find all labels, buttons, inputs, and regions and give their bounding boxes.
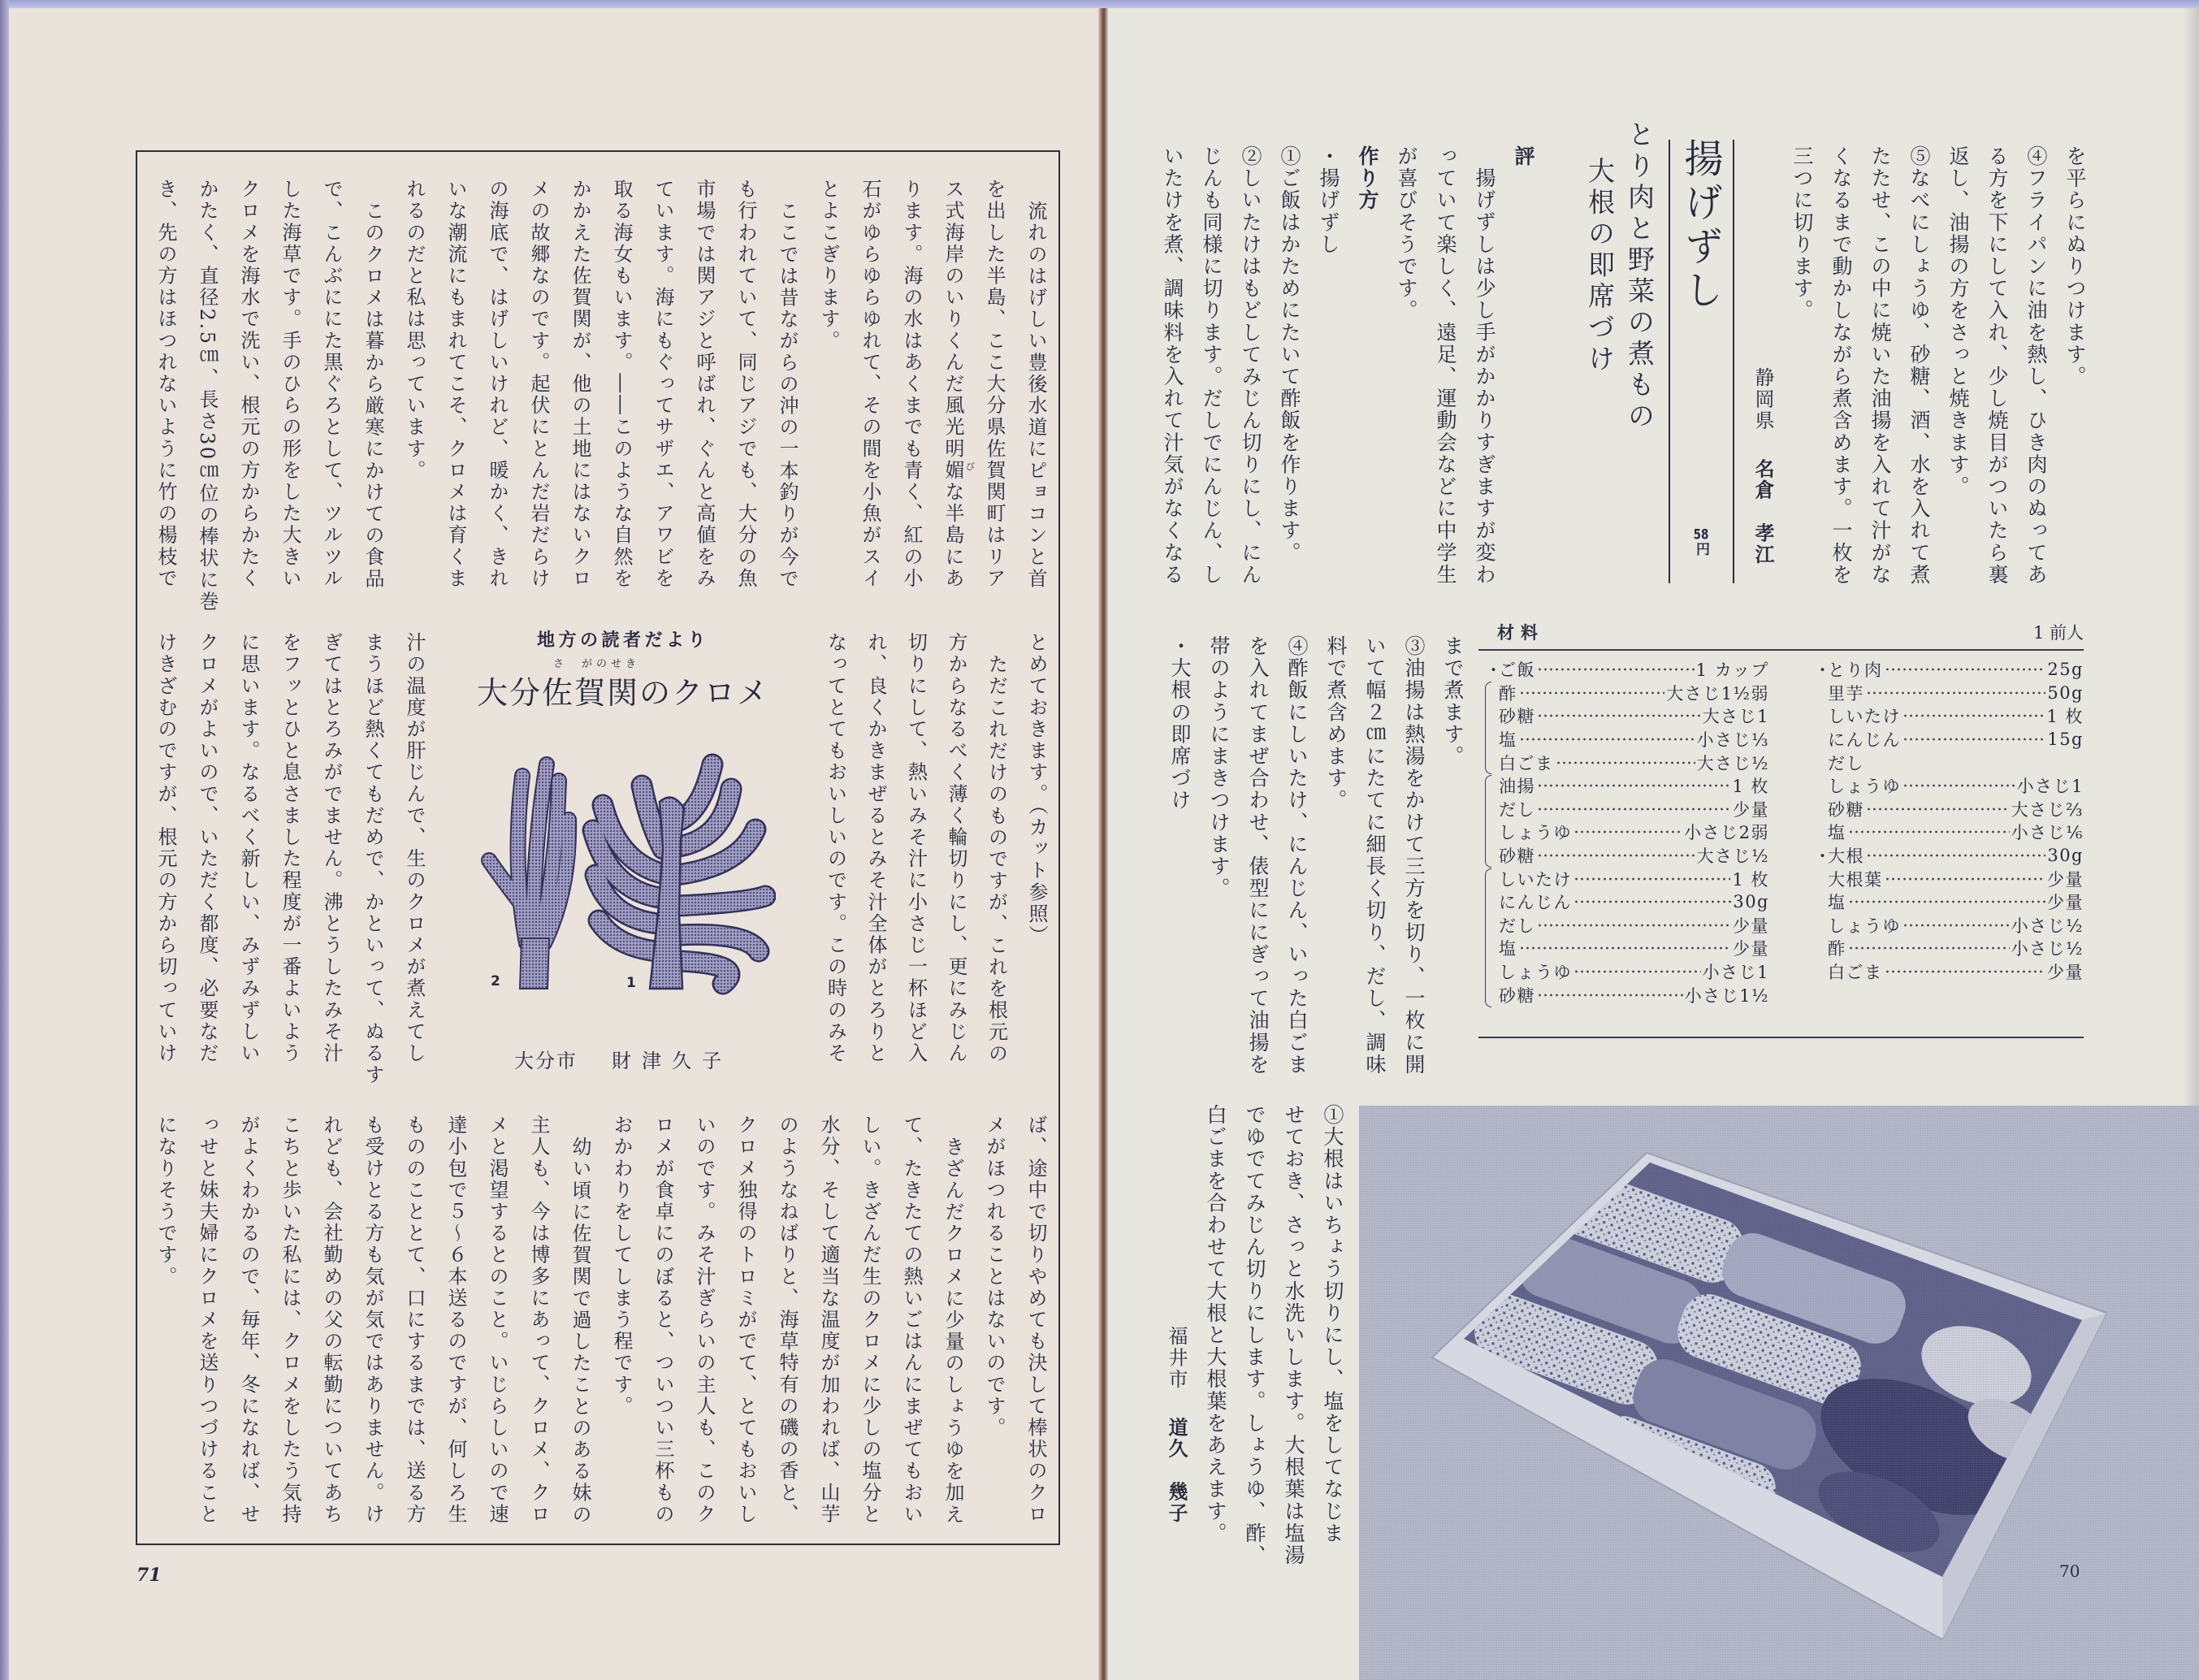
ingredient-row	[1485, 751, 1769, 774]
ingredient-row	[1485, 728, 1769, 751]
article-line: かたく、直径2.5㎝、長さ30㎝位の棒状に巻	[196, 179, 219, 613]
article-line: とめておきます。（カット参照）	[1025, 632, 1048, 946]
dot-leader	[1556, 760, 1695, 765]
article-line: 流れのはげしい豊後水道にピョコンと首	[1024, 200, 1047, 590]
article-line: ば、途中で切りやめても決して棒状のクロ	[1024, 1115, 1047, 1526]
ingredient-name: 塩	[1828, 823, 1846, 843]
ingredient-row	[1814, 658, 2084, 682]
dot-leader	[1902, 713, 2045, 718]
dot-leader	[1537, 667, 1695, 672]
dot-leader	[1885, 667, 2046, 672]
ingredient-amount: 30g	[1733, 892, 1769, 912]
recipe-line: 白ごまを合わせて大根と大根葉をあえます。	[1204, 1104, 1227, 1544]
ingredient-amount: 小さじ2弱	[1684, 823, 1769, 843]
ingredient-name: しいたけ	[1828, 707, 1901, 727]
review-heading: 評	[1512, 145, 1535, 168]
ingredient-row	[1485, 798, 1769, 821]
recipe-line: 揚げずしは少し手がかかりすぎますが変わ	[1473, 167, 1496, 586]
recipe-line: ①大根はいちょう切りにし、塩をしてなじま	[1321, 1104, 1344, 1544]
ingredient-name: だし	[1828, 753, 1864, 773]
article-line: れども、会社勤めの父の転勤についてあち	[320, 1115, 343, 1526]
ingredient-amount: 30g	[2047, 846, 2084, 866]
ingredient-amount: 1 枚	[2046, 707, 2084, 727]
recipe-subtitle-2: 大根の即席づけ	[1584, 157, 1616, 376]
seaweed-frond-icon	[593, 764, 765, 989]
article-line: ス式海岸のいりくんだ風光明媚な半島にあ	[942, 179, 964, 590]
ingredient-amount: 大さじ½	[1696, 846, 1769, 867]
article-line: ています。海にもぐってサザエ、アワビを	[651, 179, 674, 590]
ingredient-amount: 1 カップ	[1695, 660, 1769, 681]
ingredient-amount: 50g	[2047, 682, 2084, 703]
recipe-line: でゆでてみじん切りにします。しょうゆ、酢、	[1243, 1104, 1266, 1567]
recipe-line: たたせ、この中に焼いた油揚を入れて汁がな	[1868, 145, 1892, 586]
ingredient-row	[1485, 937, 1769, 960]
ingredient-amount: 小さじ1	[2016, 777, 2084, 797]
ingredient-name: 塩	[1828, 893, 1846, 913]
article-line: も行われていて、同じアジでも、大分の魚	[734, 179, 757, 590]
dot-leader	[1848, 899, 2046, 904]
article-title: 大分佐賀関のクロメ	[477, 675, 770, 711]
table-rule-top	[1478, 649, 2084, 651]
article-line: て、たきたての熱いごはんにまぜてもおい	[900, 1115, 923, 1526]
article-line: クロメ独得のトロミがでて、とてもおいし	[734, 1115, 757, 1526]
ingredient-name: しょうゆ	[1499, 823, 1572, 843]
ingredient-row	[1485, 658, 1769, 682]
ingredient-row	[1485, 960, 1769, 984]
method-heading: 作り方	[1356, 145, 1379, 212]
ingredient-name: 砂糖	[1499, 985, 1535, 1006]
article-line: 汁の温度が肝じんで、生のクロメが煮えてし	[403, 632, 426, 1064]
recipe-line: いて幅２㎝にたてに細長く切り、だし、調味	[1363, 635, 1387, 1076]
ingredient-name: 酢	[1828, 939, 1846, 959]
title-rule-right	[1733, 140, 1734, 583]
article-line: しい。きざんだ生のクロメに少しの塩分と	[859, 1115, 881, 1526]
dot-leader	[1519, 691, 1665, 695]
recipe-line: 料で煮含めます。	[1324, 635, 1348, 812]
review-and-method	[1153, 145, 1543, 600]
dot-leader	[1537, 807, 1731, 812]
recipe-line: いたけを煮、調味料を入れて汁気がなくなる	[1161, 145, 1184, 586]
ingredient-row	[1814, 704, 2084, 728]
price-amount: 58	[1693, 528, 1709, 542]
article-line: をフッとひと息さました程度が一番よいよう	[279, 632, 301, 1064]
dot-leader	[1537, 783, 1730, 788]
article-line: 主人も、今は博多にあって、クロメ、クロ	[527, 1115, 550, 1526]
article-line: ただこれだけのものですが、これを根元の	[985, 653, 1008, 1064]
ingredient-row	[1814, 914, 2084, 937]
article-line: かかえた佐賀関が、他の土地にはないクロ	[569, 179, 591, 590]
recipe-line: ④フライパンに油を熱し、ひき肉のぬってあ	[2024, 145, 2048, 586]
article-line: おかわりをしてしまう程です。	[610, 1115, 633, 1418]
figure-label-2: 2	[491, 973, 500, 989]
article-line: メがほつれることはないのです。	[983, 1115, 1006, 1439]
ingredient-row	[1814, 774, 2084, 798]
dot-leader	[1573, 899, 1731, 904]
article-line: こちと歩いた私には、クロメをしたう気持	[279, 1115, 301, 1526]
article-line: れ、良くかきまぜるとみそ汁全体がとろりと	[864, 632, 887, 1064]
previous-recipe-steps	[1782, 145, 2094, 600]
page-number-right: 70	[2059, 1561, 2080, 1581]
article-text-middle-left	[145, 632, 435, 1086]
ingredient-amount: 小さじ1½	[1684, 985, 1769, 1006]
byline-name: 財津久子	[612, 1050, 732, 1072]
recipe-line: 返し、油揚の方をさっと焼きます。	[1946, 145, 1970, 498]
article-line: メの故郷なのです。起伏にとんだ岩だらけ	[527, 179, 550, 590]
article-line: けきざむのですが、根元の方から切っていけ	[154, 632, 177, 1064]
ruby-annotation: び	[966, 461, 975, 472]
ingredient-row	[1814, 960, 2084, 984]
title-rule-left	[1669, 140, 1670, 583]
author-prefecture: 静岡県	[1751, 367, 1774, 432]
article-line: れるのだと私は思っています。	[403, 179, 426, 482]
article-line: を出した半島、ここ大分県佐賀関町はリア	[983, 179, 1006, 590]
ingredient-amount: 少量	[2047, 869, 2084, 890]
ingredient-row	[1485, 890, 1769, 914]
ingredient-name: にんじん	[1499, 893, 1572, 913]
price-unit: 円	[1693, 542, 1709, 556]
article-line: まうほど熱くてもだめで、かといって、ぬるす	[361, 632, 384, 1086]
ingredient-name: 大根	[1828, 846, 1864, 867]
ingredient-row	[1485, 844, 1769, 868]
dot-leader	[1866, 760, 2082, 765]
recipe-line: ①ご飯はかためにたいて酢飯を作ります。	[1278, 145, 1301, 564]
ingredient-name: 大根葉	[1828, 869, 1883, 890]
ingredient-amount: 小さじ⅙	[2011, 823, 2084, 843]
article-line: 取る海女もいます。――このような自然を	[610, 179, 633, 590]
ingredient-row	[1814, 844, 2084, 868]
article-line: き、先の方はほつれないように竹の楊枝で	[154, 179, 177, 590]
article-line: 幼い頃に佐賀関で過したことのある妹の	[569, 1136, 591, 1526]
recipe-line: ⑤なべにしょうゆ、砂糖、酒、水を入れて煮	[1907, 145, 1931, 586]
article-line: の海底で、はげしいけれど、暖かく、きれ	[486, 179, 509, 590]
ingredient-name: ご飯	[1499, 660, 1535, 681]
ingredient-amount: 小さじ½	[2011, 939, 2084, 959]
servings-label: 1 前人	[2032, 623, 2084, 643]
article-line: に思います。なるべく新しい、みずみずしい	[237, 632, 260, 1064]
ingredient-name: 砂糖	[1828, 799, 1864, 820]
article-line: 達小包で５〜６本送るのですが、何しろ生	[444, 1115, 467, 1526]
ingredient-row	[1485, 704, 1769, 728]
right-page	[1106, 0, 2199, 1680]
ingredient-name: にんじん	[1828, 730, 1901, 751]
ingredient-amount: 15g	[2047, 730, 2084, 750]
article-line: で、こんぶににた黒ぐろとして、ツルツル	[320, 179, 343, 590]
bullet: ・	[1814, 660, 1831, 681]
recipe-line: を入れてまぜ合わせ、俵型ににぎって油揚を	[1246, 635, 1270, 1076]
dot-leader	[1537, 713, 1701, 718]
method-continued	[1160, 635, 1472, 1090]
kurome-seaweed-illustration	[479, 751, 776, 999]
ingredient-row	[1814, 682, 2084, 705]
ingredient-name: 里芋	[1828, 683, 1864, 704]
article-text-top	[145, 179, 1056, 613]
dot-leader	[1537, 853, 1695, 858]
dot-leader	[1848, 946, 2010, 950]
ingredient-amount: 小さじ1	[1702, 963, 1769, 983]
article-line: 切りにして、熱いみそ汁に小さじ一杯ほど入	[904, 632, 928, 1064]
ingredient-row	[1814, 798, 2084, 821]
recipe-subtitle-1: とり肉と野菜の煮もの	[1624, 120, 1656, 433]
ingredient-amount: 小さじ⅓	[1696, 730, 1769, 751]
ingredient-row	[1814, 867, 2084, 890]
ingredient-name: 油揚	[1499, 777, 1535, 797]
recipe-line: じんも同様に切ります。だしでにんじん、し	[1200, 145, 1223, 586]
ingredient-amount: 少量	[2047, 963, 2084, 983]
ingredient-name: 砂糖	[1499, 846, 1535, 867]
recipe-line: っていて楽しく、遠足、運動会などに中学生	[1434, 145, 1457, 586]
article-line: このクロメは暮から厳寒にかけての食品	[361, 200, 384, 590]
ingredient-amount: 小さじ½	[2011, 916, 2084, 936]
article-line: がよくわかるので、毎年、冬になれば、せ	[237, 1115, 260, 1526]
bullet: ・	[1485, 660, 1502, 681]
dot-leader	[1848, 829, 2010, 834]
ingredient-name: しいたけ	[1499, 869, 1572, 890]
ingredient-amount: 25g	[2047, 660, 2084, 680]
recipe-price	[1691, 528, 1711, 556]
ingredients-column-right	[1814, 658, 2084, 983]
article-line: 水分、そして適当な温度が加われば、山芋	[817, 1115, 840, 1526]
ingredient-row	[1814, 751, 2084, 774]
ingredient-row	[1485, 983, 1769, 1007]
ingredient-name: しょうゆ	[1499, 963, 1572, 983]
ingredient-amount: 1 枚	[1732, 869, 1769, 890]
article-line: 石がゆらゆらゆれて、その間を小魚がスイ	[859, 179, 881, 590]
recipe-line: が喜びそうです。	[1395, 145, 1418, 322]
ingredient-name: 白ごま	[1499, 753, 1554, 773]
dot-leader	[1902, 737, 2045, 742]
article-line: した海草です。手のひらの形をした大きい	[279, 179, 301, 590]
recipe-line: ③油揚は熱湯をかけて三方を切り、一枚に開	[1402, 635, 1426, 1076]
recipe-author	[1751, 367, 1775, 565]
article-line: なってとてもおいしいのです。この時のみそ	[824, 632, 847, 1064]
ingredient-name: しょうゆ	[1828, 777, 1901, 797]
second-author-city: 福井市	[1165, 1326, 1188, 1391]
article-byline	[514, 1045, 732, 1073]
book-gutter	[1098, 6, 1108, 1680]
ingredients-table	[1478, 617, 2084, 1040]
figure-label-1: 1	[626, 975, 636, 991]
ingredient-row	[1485, 682, 1769, 705]
page-edge-shadow	[2183, 0, 2199, 1106]
bento-box-photo	[1359, 1106, 2199, 1680]
bullet: ・	[1814, 846, 1831, 867]
article-line: っせと妹夫婦にクロメを送りつづけること	[196, 1115, 219, 1526]
ingredient-row	[1814, 890, 2084, 914]
recipe-line: せておき、さっと水洗いします。大根葉は塩湯	[1282, 1104, 1305, 1567]
article-line: クロメがよいので、いただく都度、必要なだ	[196, 632, 219, 1064]
dot-leader	[1573, 829, 1682, 834]
ingredient-amount: 大さじ½	[1696, 753, 1769, 773]
recipe-line: ・大根の即席づけ	[1168, 635, 1192, 812]
dot-leader	[1866, 691, 2045, 695]
article-text-middle-right	[815, 632, 1056, 1071]
ingredient-name: 塩	[1499, 939, 1517, 959]
ingredients-column-left	[1485, 658, 1769, 1007]
scan-edge-left	[0, 0, 9, 1680]
recipe-line: る方を下にして入れ、少し焼目がついたら裏	[1985, 145, 2009, 586]
recipe-line: まで煮ます。	[1441, 635, 1465, 768]
ingredient-amount: 1 枚	[1732, 777, 1769, 797]
dot-leader	[1885, 877, 2046, 881]
dot-leader	[1885, 969, 2046, 974]
ingredient-name: だし	[1499, 916, 1535, 936]
ingredient-amount: 大さじ⅔	[2011, 799, 2084, 820]
article-line: クロメを海水で洗い、根元の方からかたく	[237, 179, 260, 590]
article-line: メと渇望するとのこと。いじらしいので速	[486, 1115, 509, 1526]
table-rule-bottom	[1478, 1037, 2084, 1038]
ingredient-name: 砂糖	[1499, 707, 1535, 727]
second-author-name: 道久 幾子	[1165, 1417, 1188, 1525]
ingredients-header: 材料	[1497, 623, 1544, 643]
ingredient-name: 酢	[1499, 683, 1517, 704]
daikon-method	[1196, 1104, 1352, 1575]
ingredient-name: だし	[1499, 799, 1535, 820]
recipe-line: を平らにぬりつけます。	[2063, 145, 2087, 388]
ingredient-row	[1814, 937, 2084, 960]
scan-edge-top	[0, 0, 2199, 8]
dot-leader	[1537, 993, 1683, 998]
article-line: いな潮流にもまれてこそ、クロメは育くま	[444, 179, 467, 590]
ingredient-amount: 少量	[1733, 916, 1769, 936]
byline-city: 大分市	[514, 1050, 578, 1072]
article-line: ロメが食卓にのぼると、ついつい三杯もの	[651, 1115, 674, 1526]
ingredient-name: 白ごま	[1828, 963, 1883, 983]
article-line: も受けとる方も気が気ではありません。け	[361, 1115, 384, 1526]
article-line: ります。海の水はあくまでも青く、紅の小	[900, 179, 923, 590]
dot-leader	[1866, 853, 2045, 858]
dot-leader	[1519, 737, 1695, 742]
title-ruby-ganoseki: がのせき	[582, 658, 641, 670]
dot-leader	[1902, 783, 2015, 788]
ingredient-name: 塩	[1499, 730, 1517, 751]
recipe-line: 帯のようにまきつけます。	[1207, 635, 1231, 900]
ingredient-amount: 大さじ1	[1702, 707, 1769, 727]
dot-leader	[1902, 923, 2010, 928]
article-line: もののこととて、口にするまでは、送る方	[403, 1115, 426, 1526]
dot-leader	[1573, 877, 1730, 881]
dot-leader	[1537, 923, 1731, 928]
author-name: 名倉 孝江	[1751, 458, 1775, 566]
title-ruby-sa: さ	[553, 658, 565, 670]
ingredient-amount: 大さじ1½弱	[1666, 683, 1769, 704]
article-line: 市場では関アジと呼ばれ、ぐんと高値をみ	[693, 179, 716, 590]
recipe-line: 三つに切ります。	[1790, 145, 1814, 322]
article-line: とよこぎります。	[817, 179, 840, 352]
ingredient-amount: 少量	[2047, 893, 2084, 913]
recipe-line: ・揚げずし	[1317, 145, 1340, 256]
recipe-title: 揚げずし	[1677, 138, 1723, 314]
section-kicker: 地方の読者だより	[536, 630, 709, 651]
ingredient-row	[1485, 914, 1769, 937]
ingredient-amount: 少量	[1733, 799, 1769, 820]
ingredient-row	[1485, 867, 1769, 890]
ingredient-row	[1485, 821, 1769, 844]
ingredient-row	[1485, 774, 1769, 798]
article-line: ぎてはとろみがでません。沸とうしたみそ汁	[320, 632, 343, 1064]
recipe-line: ②しいたけはもどしてみじん切りにし、にん	[1239, 145, 1262, 586]
article-line: 方からなるべく薄く輪切りにし、更にみじん	[945, 632, 967, 1064]
ingredient-amount: 少量	[1733, 939, 1769, 959]
article-text-bottom	[145, 1115, 1056, 1537]
ingredient-row	[1814, 728, 2084, 751]
article-line: のようなねばりと、海草特有の磯の香と、	[776, 1115, 799, 1526]
dot-leader	[1519, 946, 1732, 950]
seaweed-bundle-icon	[489, 764, 569, 989]
recipe-line: ④酢飯にしいたけ、にんじん、いった白ごま	[1285, 635, 1309, 1076]
dot-leader	[1866, 807, 2010, 812]
page-number-left: 71	[136, 1565, 162, 1586]
dot-leader	[1573, 969, 1701, 974]
article-line: ここでは昔ながらの沖の一本釣りが今で	[776, 200, 799, 590]
article-line: いのです。みそ汁ぎらいの主人も、このク	[693, 1115, 716, 1526]
ingredient-name: しょうゆ	[1828, 916, 1901, 936]
recipe-line: くなるまで動かしながら煮含めます。一枚を	[1829, 145, 1853, 586]
article-line: になりそうです。	[154, 1115, 177, 1288]
article-line: きざんだクロメに少量のしょうゆを加え	[942, 1136, 964, 1526]
ingredient-name: とり肉	[1828, 660, 1883, 681]
second-author	[1164, 1326, 1188, 1524]
ingredient-row	[1814, 821, 2084, 844]
